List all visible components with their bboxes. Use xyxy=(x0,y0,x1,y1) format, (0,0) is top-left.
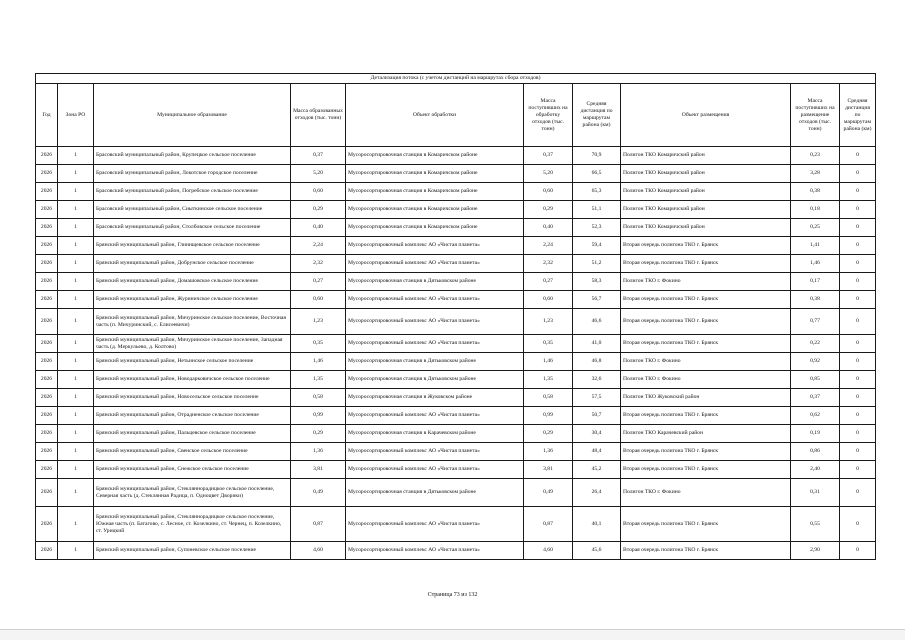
cell-placement-object: Полигон ТКО г. Фокино xyxy=(621,371,791,389)
cell-mass-generated: 0,40 xyxy=(291,219,346,237)
cell-mass-processing: 5,20 xyxy=(524,165,573,183)
cell-year: 2026 xyxy=(36,407,58,425)
cell-zone: 1 xyxy=(58,255,94,273)
cell-mass-processing: 2,32 xyxy=(524,255,573,273)
cell-avg-distance-placement: 0 xyxy=(840,425,876,443)
cell-mass-generated: 2,24 xyxy=(291,237,346,255)
cell-year: 2026 xyxy=(36,183,58,201)
cell-zone: 1 xyxy=(58,389,94,407)
cell-mass-placement: 0,38 xyxy=(791,291,840,309)
cell-processing-object: Мусоросортировочный комплекс АО «Чистая планета» xyxy=(346,407,524,425)
cell-placement-object: Вторая очередь полигона ТКО г. Брянск xyxy=(621,255,791,273)
cell-mass-placement: 2,40 xyxy=(791,461,840,479)
cell-processing-object: Мусоросортировочная станция в Карачевском районе xyxy=(346,425,524,443)
cell-zone: 1 xyxy=(58,443,94,461)
cell-zone: 1 xyxy=(58,479,94,507)
cell-year: 2026 xyxy=(36,291,58,309)
cell-avg-distance: 26,4 xyxy=(573,479,621,507)
cell-municipality: Брасовский муниципальный район, Сныткинское сельское поселение xyxy=(94,201,291,219)
cell-processing-object: Мусоросортировочная станция в Комаричском районе xyxy=(346,201,524,219)
cell-placement-object: Вторая очередь полигона ТКО г. Брянск xyxy=(621,542,791,560)
header-municipality: Муниципальное образование xyxy=(94,84,291,147)
cell-year: 2026 xyxy=(36,273,58,291)
cell-municipality: Брасовский муниципальный район, Столбовское сельское поселение xyxy=(94,219,291,237)
cell-mass-generated: 1,36 xyxy=(291,443,346,461)
cell-avg-distance: 32,6 xyxy=(573,371,621,389)
cell-mass-placement: 1,41 xyxy=(791,237,840,255)
cell-mass-placement: 0,31 xyxy=(791,479,840,507)
cell-avg-distance: 57,5 xyxy=(573,389,621,407)
cell-avg-distance: 45,2 xyxy=(573,461,621,479)
cell-mass-generated: 4,60 xyxy=(291,542,346,560)
cell-mass-generated: 0,35 xyxy=(291,335,346,353)
cell-avg-distance-placement: 0 xyxy=(840,353,876,371)
cell-year: 2026 xyxy=(36,255,58,273)
cell-mass-generated: 0,29 xyxy=(291,201,346,219)
cell-mass-processing: 0,58 xyxy=(524,389,573,407)
cell-zone: 1 xyxy=(58,201,94,219)
header-avg-distance-placement: Средняя дистанция по маршрутам района (км) xyxy=(840,84,876,147)
cell-processing-object: Мусоросортировочный комплекс АО «Чистая планета» xyxy=(346,542,524,560)
cell-avg-distance-placement: 0 xyxy=(840,461,876,479)
cell-mass-processing: 0,35 xyxy=(524,335,573,353)
cell-zone: 1 xyxy=(58,371,94,389)
cell-placement-object: Полигон ТКО Комаричский район xyxy=(621,219,791,237)
cell-year: 2026 xyxy=(36,335,58,353)
cell-mass-generated: 0,58 xyxy=(291,389,346,407)
cell-placement-object: Вторая очередь полигона ТКО г. Брянск xyxy=(621,461,791,479)
flow-detail-table xyxy=(35,73,876,560)
cell-processing-object: Мусоросортировочная станция в Комаричском районе xyxy=(346,219,524,237)
table-row xyxy=(36,407,876,425)
cell-zone: 1 xyxy=(58,335,94,353)
table-row xyxy=(36,219,876,237)
cell-processing-object: Мусоросортировочная станция в Дятьковском районе xyxy=(346,479,524,507)
cell-placement-object: Вторая очередь полигона ТКО г. Брянск xyxy=(621,443,791,461)
cell-placement-object: Вторая очередь полигона ТКО г. Брянск xyxy=(621,335,791,353)
header-zone: Зона РО xyxy=(58,84,94,147)
cell-avg-distance: 52,3 xyxy=(573,219,621,237)
table-row xyxy=(36,542,876,560)
cell-avg-distance-placement: 0 xyxy=(840,147,876,165)
cell-year: 2026 xyxy=(36,542,58,560)
cell-mass-placement: 0,17 xyxy=(791,273,840,291)
cell-mass-processing: 1,23 xyxy=(524,309,573,335)
cell-municipality: Брянский муниципальный район, Глинищевское сельское поселение xyxy=(94,237,291,255)
cell-mass-generated: 3,81 xyxy=(291,461,346,479)
cell-mass-placement: 0,55 xyxy=(791,507,840,542)
cell-mass-placement: 2,90 xyxy=(791,542,840,560)
cell-year: 2026 xyxy=(36,201,58,219)
cell-mass-processing: 0,60 xyxy=(524,183,573,201)
cell-avg-distance-placement: 0 xyxy=(840,219,876,237)
table-row xyxy=(36,507,876,542)
cell-avg-distance: 41,0 xyxy=(573,335,621,353)
cell-avg-distance-placement: 0 xyxy=(840,255,876,273)
cell-avg-distance-placement: 0 xyxy=(840,443,876,461)
cell-avg-distance-placement: 0 xyxy=(840,201,876,219)
cell-mass-processing: 0,99 xyxy=(524,407,573,425)
cell-mass-placement: 0,22 xyxy=(791,335,840,353)
cell-avg-distance: 66,5 xyxy=(573,165,621,183)
cell-municipality: Брянский муниципальный район, Новосельское сельское поселение xyxy=(94,389,291,407)
cell-mass-processing: 0,87 xyxy=(524,507,573,542)
cell-avg-distance: 65,3 xyxy=(573,183,621,201)
cell-mass-generated: 0,49 xyxy=(291,479,346,507)
cell-mass-generated: 0,37 xyxy=(291,147,346,165)
cell-zone: 1 xyxy=(58,183,94,201)
cell-zone: 1 xyxy=(58,309,94,335)
cell-municipality: Брасовский муниципальный район, Крупецкое сельское поселение xyxy=(94,147,291,165)
cell-placement-object: Вторая очередь полигона ТКО г. Брянск xyxy=(621,309,791,335)
cell-year: 2026 xyxy=(36,507,58,542)
cell-placement-object: Полигон ТКО Жуковский район xyxy=(621,389,791,407)
cell-mass-placement: 0,18 xyxy=(791,201,840,219)
cell-zone: 1 xyxy=(58,407,94,425)
cell-mass-placement: 0,23 xyxy=(791,147,840,165)
cell-placement-object: Полигон ТКО г. Фокино xyxy=(621,273,791,291)
cell-placement-object: Вторая очередь полигона ТКО г. Брянск xyxy=(621,291,791,309)
cell-municipality: Брянский муниципальный район, Стекляннорадицкое сельское поселение, Северная часть (д. Стеклянная Радица, п. Одноцвет Дворики) xyxy=(94,479,291,507)
cell-processing-object: Мусоросортировочная станция в Дятьковском районе xyxy=(346,353,524,371)
cell-avg-distance: 46,8 xyxy=(573,353,621,371)
cell-avg-distance-placement: 0 xyxy=(840,479,876,507)
table-row xyxy=(36,273,876,291)
cell-avg-distance-placement: 0 xyxy=(840,389,876,407)
cell-avg-distance-placement: 0 xyxy=(840,273,876,291)
cell-mass-processing: 0,29 xyxy=(524,201,573,219)
cell-zone: 1 xyxy=(58,507,94,542)
cell-placement-object: Полигон ТКО г. Фокино xyxy=(621,353,791,371)
cell-mass-placement: 0,25 xyxy=(791,219,840,237)
cell-municipality: Брянский муниципальный район, Мичуринское сельское поселение, Западная часть (д. Меркульево, д. Колтово) xyxy=(94,335,291,353)
cell-year: 2026 xyxy=(36,371,58,389)
cell-year: 2026 xyxy=(36,461,58,479)
cell-avg-distance: 40,1 xyxy=(573,507,621,542)
cell-avg-distance: 48,4 xyxy=(573,443,621,461)
cell-avg-distance: 45,6 xyxy=(573,542,621,560)
cell-avg-distance: 50,7 xyxy=(573,407,621,425)
cell-zone: 1 xyxy=(58,237,94,255)
cell-processing-object: Мусоросортировочная станция в Комаричском районе xyxy=(346,183,524,201)
cell-mass-processing: 2,24 xyxy=(524,237,573,255)
cell-zone: 1 xyxy=(58,147,94,165)
header-avg-distance: Средняя дистанция по маршрутам района (км) xyxy=(573,84,621,147)
cell-mass-processing: 0,60 xyxy=(524,291,573,309)
cell-zone: 1 xyxy=(58,165,94,183)
cell-processing-object: Мусоросортировочная станция в Комаричском районе xyxy=(346,147,524,165)
cell-mass-generated: 1,23 xyxy=(291,309,346,335)
table-row xyxy=(36,425,876,443)
cell-mass-placement: 0,77 xyxy=(791,309,840,335)
cell-processing-object: Мусоросортировочная станция в Жуковском районе xyxy=(346,389,524,407)
cell-year: 2026 xyxy=(36,237,58,255)
cell-placement-object: Полигон ТКО Комаричский район xyxy=(621,201,791,219)
cell-municipality: Брянский муниципальный район, Домашовское сельское поселение xyxy=(94,273,291,291)
cell-processing-object: Мусоросортировочный комплекс АО «Чистая планета» xyxy=(346,291,524,309)
cell-avg-distance-placement: 0 xyxy=(840,542,876,560)
cell-mass-placement: 1,46 xyxy=(791,255,840,273)
cell-processing-object: Мусоросортировочный комплекс АО «Чистая планета» xyxy=(346,309,524,335)
cell-mass-placement: 0,19 xyxy=(791,425,840,443)
page-number: Страница 73 из 132 xyxy=(427,592,478,598)
table-title: Детализация потока (с учетом дистанций на маршрутах сбора отходов) xyxy=(36,74,876,84)
cell-mass-generated: 0,60 xyxy=(291,291,346,309)
cell-mass-placement: 0,38 xyxy=(791,183,840,201)
cell-avg-distance: 30,4 xyxy=(573,425,621,443)
table-row xyxy=(36,237,876,255)
cell-zone: 1 xyxy=(58,461,94,479)
table-row xyxy=(36,201,876,219)
cell-mass-generated: 1,46 xyxy=(291,353,346,371)
page-bottom-edge xyxy=(0,629,905,640)
cell-avg-distance: 58,3 xyxy=(573,273,621,291)
cell-avg-distance-placement: 0 xyxy=(840,237,876,255)
cell-mass-placement: 0,85 xyxy=(791,371,840,389)
cell-mass-processing: 4,60 xyxy=(524,542,573,560)
header-year: Год xyxy=(36,84,58,147)
cell-municipality: Брасовский муниципальный район, Погребское сельское поселение xyxy=(94,183,291,201)
cell-mass-generated: 5,20 xyxy=(291,165,346,183)
table-row xyxy=(36,309,876,335)
cell-avg-distance-placement: 0 xyxy=(840,335,876,353)
cell-mass-generated: 0,99 xyxy=(291,407,346,425)
cell-mass-generated: 0,29 xyxy=(291,425,346,443)
cell-year: 2026 xyxy=(36,353,58,371)
cell-placement-object: Полигон ТКО г. Фокино xyxy=(621,479,791,507)
cell-municipality: Брянский муниципальный район, Добрунское сельское поселение xyxy=(94,255,291,273)
cell-municipality: Брянский муниципальный район, Новодарковичское сельское поселение xyxy=(94,371,291,389)
cell-municipality: Брянский муниципальный район, Снежское сельское поселение xyxy=(94,461,291,479)
cell-avg-distance-placement: 0 xyxy=(840,309,876,335)
header-mass-processing: Масса поступивших на обработку отходов (тыс. тонн) xyxy=(524,84,573,147)
cell-processing-object: Мусоросортировочный комплекс АО «Чистая планета» xyxy=(346,237,524,255)
cell-placement-object: Вторая очередь полигона ТКО г. Брянск xyxy=(621,237,791,255)
cell-municipality: Брянский муниципальный район, Пальцевское сельское поселение xyxy=(94,425,291,443)
cell-zone: 1 xyxy=(58,291,94,309)
cell-mass-processing: 1,46 xyxy=(524,353,573,371)
cell-mass-placement: 0,37 xyxy=(791,389,840,407)
cell-year: 2026 xyxy=(36,425,58,443)
cell-municipality: Брянский муниципальный район, Супоневское сельское поселение xyxy=(94,542,291,560)
table-row xyxy=(36,371,876,389)
cell-avg-distance-placement: 0 xyxy=(840,371,876,389)
cell-processing-object: Мусоросортировочный комплекс АО «Чистая планета» xyxy=(346,335,524,353)
cell-processing-object: Мусоросортировочная станция в Комаричском районе xyxy=(346,165,524,183)
cell-year: 2026 xyxy=(36,165,58,183)
table-row xyxy=(36,461,876,479)
cell-avg-distance-placement: 0 xyxy=(840,165,876,183)
cell-year: 2026 xyxy=(36,309,58,335)
cell-mass-placement: 0,62 xyxy=(791,407,840,425)
cell-mass-processing: 0,37 xyxy=(524,147,573,165)
cell-mass-generated: 0,60 xyxy=(291,183,346,201)
table-row xyxy=(36,147,876,165)
table-row xyxy=(36,335,876,353)
header-processing-object: Объект обработки xyxy=(346,84,524,147)
cell-mass-processing: 1,35 xyxy=(524,371,573,389)
table-body xyxy=(36,147,876,560)
cell-processing-object: Мусоросортировочный комплекс АО «Чистая планета» xyxy=(346,507,524,542)
cell-year: 2026 xyxy=(36,219,58,237)
cell-placement-object: Вторая очередь полигона ТКО г. Брянск xyxy=(621,407,791,425)
cell-processing-object: Мусоросортировочный комплекс АО «Чистая планета» xyxy=(346,255,524,273)
cell-processing-object: Мусоросортировочная станция в Дятьковском районе xyxy=(346,371,524,389)
cell-zone: 1 xyxy=(58,542,94,560)
cell-placement-object: Полигон ТКО Комаричский район xyxy=(621,165,791,183)
table-row xyxy=(36,183,876,201)
cell-processing-object: Мусоросортировочная станция в Дятьковском районе xyxy=(346,273,524,291)
header-mass-generated: Масса образованных отходов (тыс. тонн) xyxy=(291,84,346,147)
table-row xyxy=(36,443,876,461)
cell-zone: 1 xyxy=(58,425,94,443)
cell-municipality: Брасовский муниципальный район, Локотское городское поселение xyxy=(94,165,291,183)
cell-avg-distance-placement: 0 xyxy=(840,291,876,309)
table-row xyxy=(36,291,876,309)
cell-avg-distance: 51,2 xyxy=(573,255,621,273)
cell-avg-distance: 70,9 xyxy=(573,147,621,165)
cell-mass-generated: 1,35 xyxy=(291,371,346,389)
cell-mass-generated: 0,27 xyxy=(291,273,346,291)
cell-year: 2026 xyxy=(36,443,58,461)
cell-avg-distance-placement: 0 xyxy=(840,507,876,542)
cell-avg-distance: 59,4 xyxy=(573,237,621,255)
cell-municipality: Брянский муниципальный район, Свенское сельское поселение xyxy=(94,443,291,461)
cell-mass-placement: 0,86 xyxy=(791,443,840,461)
cell-mass-processing: 0,40 xyxy=(524,219,573,237)
cell-mass-placement: 0,92 xyxy=(791,353,840,371)
table-row xyxy=(36,353,876,371)
cell-processing-object: Мусоросортировочный комплекс АО «Чистая планета» xyxy=(346,461,524,479)
cell-mass-placement: 3,28 xyxy=(791,165,840,183)
cell-mass-processing: 0,49 xyxy=(524,479,573,507)
cell-avg-distance-placement: 0 xyxy=(840,407,876,425)
cell-year: 2026 xyxy=(36,147,58,165)
cell-municipality: Брянский муниципальный район, Мичуринское сельское поселение, Восточная часть (п. Мичуринский, с. Елисеевичи) xyxy=(94,309,291,335)
cell-placement-object: Полигон ТКО Комаричский район xyxy=(621,147,791,165)
cell-placement-object: Вторая очередь полигона ТКО г. Брянск xyxy=(621,507,791,542)
cell-year: 2026 xyxy=(36,479,58,507)
table-row xyxy=(36,165,876,183)
cell-zone: 1 xyxy=(58,273,94,291)
cell-municipality: Брянский муниципальный район, Нетьинское сельское поселение xyxy=(94,353,291,371)
cell-zone: 1 xyxy=(58,353,94,371)
cell-avg-distance: 56,7 xyxy=(573,291,621,309)
cell-placement-object: Полигон ТКО Карачевский район xyxy=(621,425,791,443)
table-row xyxy=(36,389,876,407)
cell-mass-processing: 3,81 xyxy=(524,461,573,479)
cell-mass-processing: 1,36 xyxy=(524,443,573,461)
cell-avg-distance: 51,1 xyxy=(573,201,621,219)
cell-placement-object: Полигон ТКО Комаричский район xyxy=(621,183,791,201)
cell-municipality: Брянский муниципальный район, Отрадненское сельское поселение xyxy=(94,407,291,425)
cell-mass-generated: 0,87 xyxy=(291,507,346,542)
cell-zone: 1 xyxy=(58,219,94,237)
cell-avg-distance: 46,6 xyxy=(573,309,621,335)
cell-mass-processing: 0,27 xyxy=(524,273,573,291)
cell-mass-processing: 0,29 xyxy=(524,425,573,443)
cell-processing-object: Мусоросортировочный комплекс АО «Чистая планета» xyxy=(346,443,524,461)
cell-year: 2026 xyxy=(36,389,58,407)
cell-avg-distance-placement: 0 xyxy=(840,183,876,201)
header-placement-object: Объект размещения xyxy=(621,84,791,147)
table-row xyxy=(36,479,876,507)
cell-municipality: Брянский муниципальный район, Журиничское сельское поселение xyxy=(94,291,291,309)
header-mass-placement: Масса поступивших на размещение отходов (тыс. тонн) xyxy=(791,84,840,147)
cell-municipality: Брянский муниципальный район, Стекляннорадицкое сельское поселение, Южная часть (п. Батагово, с. Лесное, ст. Козелкино, ст. Чернец, п. Козелкино, ст. Урицкий xyxy=(94,507,291,542)
table-row xyxy=(36,255,876,273)
cell-mass-generated: 2,32 xyxy=(291,255,346,273)
